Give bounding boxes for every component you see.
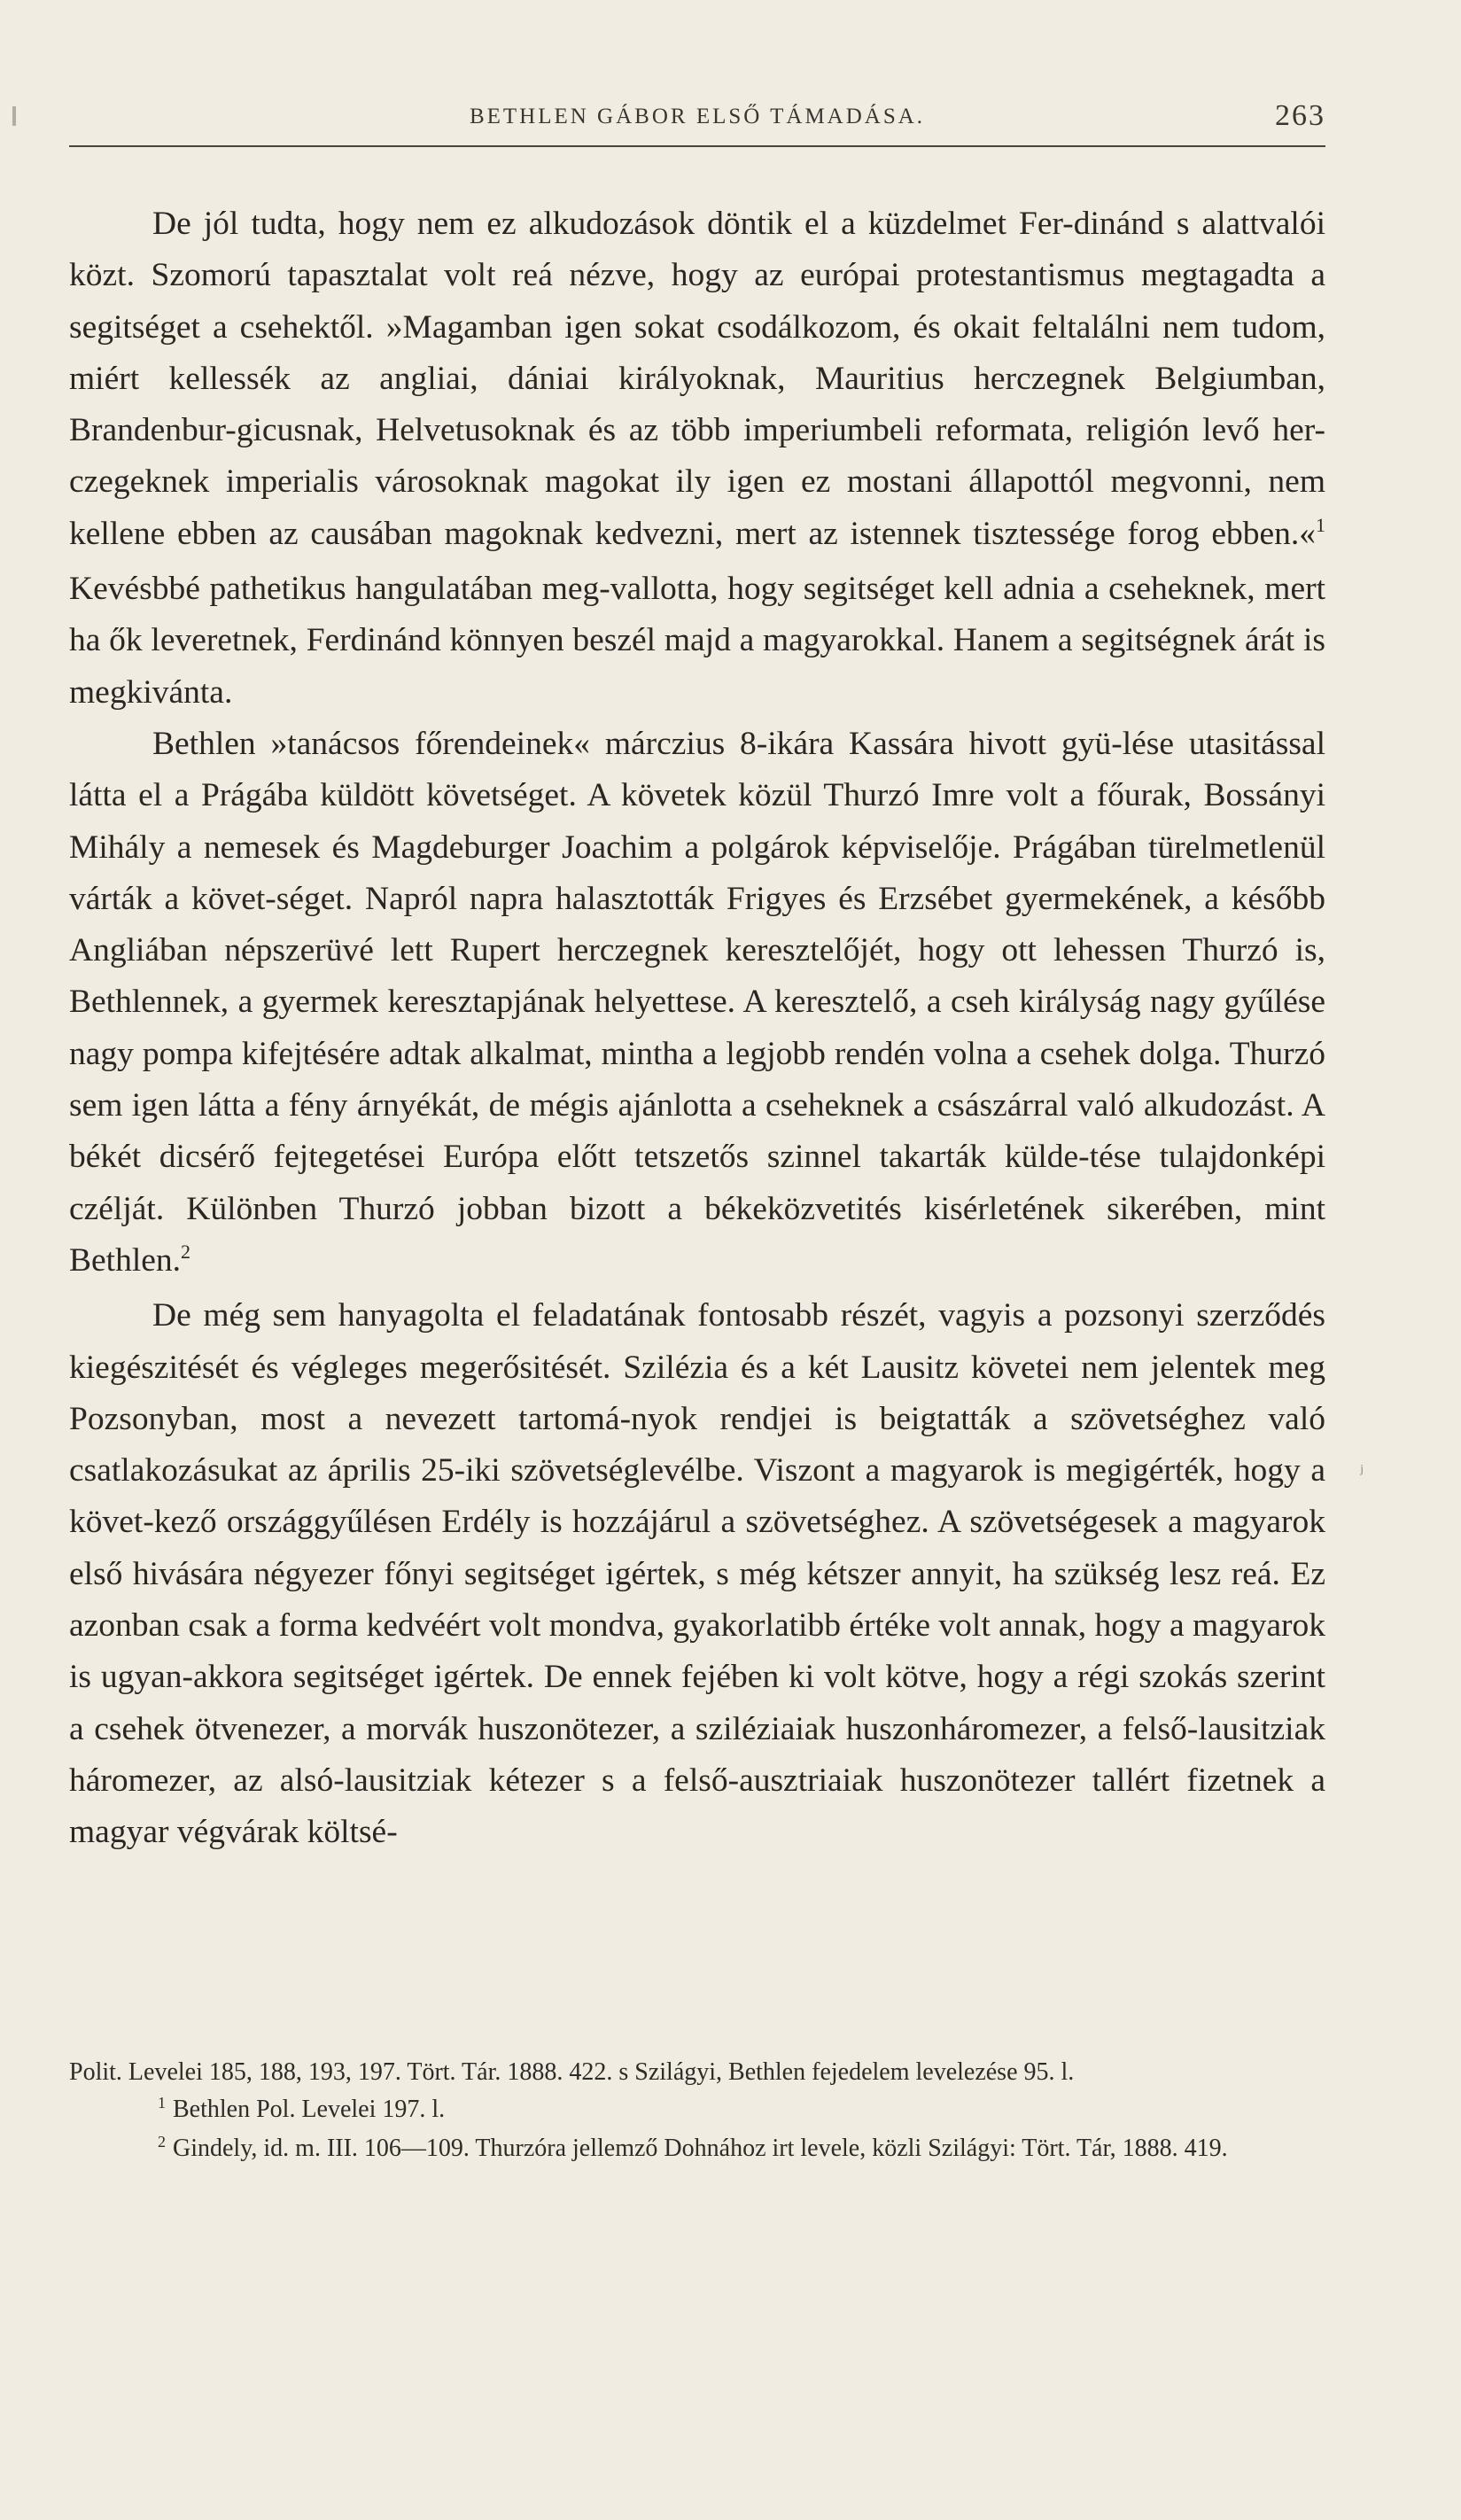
header-rule — [69, 145, 1325, 147]
paragraph-text: Bethlen »tanácsos főrendeinek« márczius 8-ikára Kassára hivott gyü-lése utasitással látta el a Prágába küldött követséget. A követek közül Thurzó Imre volt a főurak, Bossányi Mihály a nemesek és Magdeburger Joachim a polgárok képviselője. Prágában türelmetlenül várták a követ-séget. Napról napra halasztották Frigyes és Erzsébet gyermekének, a később Angliában népszerüvé lett Rupert herczegnek keresztelőjét, hogy ott lehessen Thurzó is, Bethlennek, a gyermek keresztapjának helyettese. A keresztelő, a cseh királyság nagy gyűlése nagy pompa kifejtésére adtak alkalmat, mintha a legjobb rendén volna a csehek dolga. Thurzó sem igen látta a fény árnyékát, de mégis ajánlotta a cseheknek a császárral való alkudozást. A békét dicsérő fejtegetései Európa előtt tetszetős szinnel takarták külde-tése tulajdonképi czélját. Különben Thurzó jobban bizott a békeközvetités kisérletének sikerében, mint Bethlen. — [69, 725, 1325, 1279]
running-title: BETHLEN GÁBOR ELSŐ TÁMADÁSA. — [469, 105, 926, 128]
footnote-reference: 1 — [1316, 513, 1325, 536]
body-paragraph — [69, 1290, 1325, 1858]
footnotes — [69, 2054, 1325, 2169]
footnote-mark: 2 — [158, 2133, 166, 2151]
footnote-text: Bethlen Pol. Levelei 197. l. — [173, 2096, 446, 2123]
page-number: 263 — [1275, 99, 1325, 132]
paragraph-text: De jól tudta, hogy nem ez alkudozások döntik el a küzdelmet Fer-dinánd s alattvalói közt. Szomorú tapasztalat volt reá nézve, hogy az európai protestantismus megtagadta a segitséget a csehektől. »Magamban igen sokat csodálkozom, és okait feltalálni nem tudom, miért kellessék az angliai, dániai királyoknak, Mauritius herczegnek Belgiumban, Brandenbur-gicusnak, Helvetusoknak és az több imperiumbeli reformata, religión levő her-czegeknek imperialis városoknak magokat ily igen ez mostani állapottól megvonni, nem kellene ebben az causában magoknak kedvezni, mert az istennek tisztessége forog ebben.« — [69, 206, 1325, 552]
footnote-reference: 2 — [181, 1240, 191, 1263]
footnote-mark: 1 — [158, 2094, 166, 2112]
running-head — [69, 99, 1325, 135]
footnote-text: Gindely, id. m. III. 106—109. Thurzóra jellemző Dohnához irt levele, közli Szilágyi: Tört. Tár, 1888. 419. — [173, 2135, 1228, 2162]
margin-mark: ʲ — [1360, 1460, 1364, 1482]
body-text — [69, 198, 1325, 1859]
paragraph-text: Kevésbbé pathetikus hangulatában meg-vallotta, hogy segitséget kell adnia a cseheknek, mert ha ők leveretnek, Ferdinánd könnyen beszél majd a magyarokkal. Hanem a segitségnek árát is megkivánta. — [69, 571, 1325, 711]
footnote-continued: Polit. Levelei 185, 188, 193, 197. Tört. Tár. 1888. 422. s Szilágyi, Bethlen fejedelem levelezése 95. l. — [69, 2058, 1075, 2086]
paragraph-text: De még sem hanyagolta el feladatának fontosabb részét, vagyis a pozsonyi szerződés kiegészitését és végleges megerősitését. Szilézia és a két Lausitz követei nem jelentek meg Pozsonyban, most a nevezett tartomá-nyok rendjei is beigtatták a szövetséghez való csatlakozásukat az április 25-iki szövetséglevélbe. Viszont a magyarok is megigérték, hogy a követ-kező országgyűlésen Erdély is hozzájárul a szövetséghez. A szövetségesek a magyarok első hivására négyezer főnyi segitséget igértek, s még kétszer annyit, ha szükség lesz reá. Ez azonban csak a forma kedvéért volt mondva, gyakorlatibb értéke volt annak, hogy a magyarok is ugyan-akkora segitséget igértek. De ennek fejében ki volt kötve, hogy a régi szokás szerint a csehek ötvenezer, a morvák huszonötezer, a sziléziaiak huszonháromezer, a felső-lausitziak háromezer, az alsó-lausitziak kétezer s a felső-ausztriaiak huszonötezer tallért fizetnek a magyar végvárak költsé- — [69, 1297, 1325, 1851]
footnote-1 — [69, 2091, 1325, 2130]
body-paragraph — [69, 719, 1325, 1290]
body-paragraph — [69, 198, 1325, 719]
footnote-2 — [69, 2130, 1325, 2169]
page-speck — [12, 106, 16, 126]
